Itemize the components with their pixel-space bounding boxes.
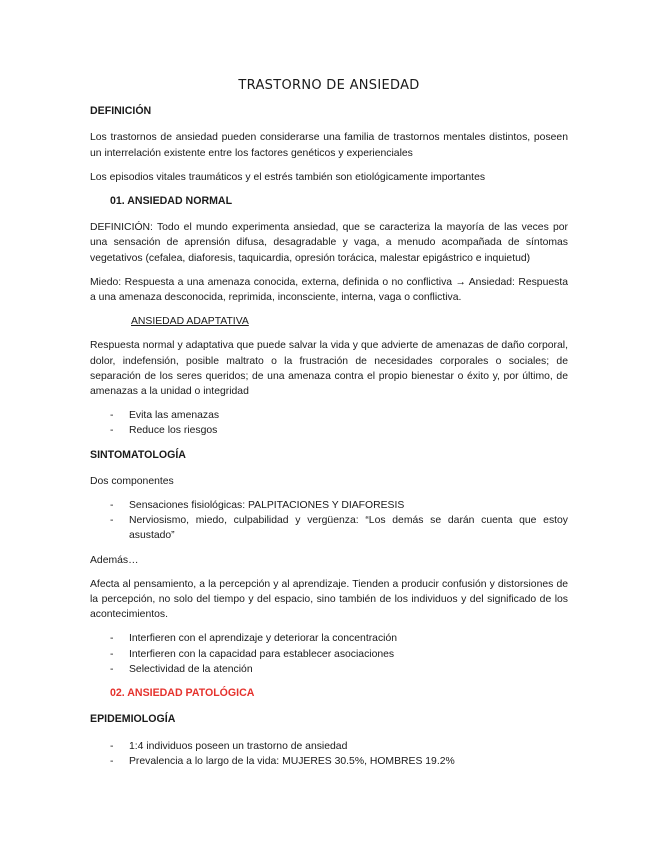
- dash-bullet: -: [110, 410, 114, 422]
- afecta-list: [90, 631, 568, 677]
- dash-bullet: -: [110, 755, 114, 767]
- sintomatologia-list: [90, 498, 568, 544]
- list-item: [90, 754, 568, 769]
- dash-bullet: -: [110, 633, 114, 645]
- dash-bullet: -: [110, 648, 114, 660]
- list-item: [90, 647, 568, 662]
- dash-bullet: -: [110, 740, 114, 752]
- list-item: [90, 423, 568, 438]
- list-item: [90, 498, 568, 513]
- afecta-paragraph: Afecta al pensamiento, a la percepción y al aprendizaje. Tienden a producir confusión y distorsiones de la percepción, no solo del tiempo y del espacio, sino también de los individuos y del significado de los acontecimientos.: [90, 578, 568, 621]
- ansiedad-patologica-heading: 02. ANSIEDAD PATOLÓGICA: [110, 687, 255, 700]
- list-item-text: Interfieren con la capacidad para establecer asociaciones: [129, 648, 395, 660]
- list-item-text: Interfieren con el aprendizaje y deteriorar la concentración: [129, 633, 398, 645]
- ansiedad-normal-paragraph-2: Miedo: Respuesta a una amenaza conocida, externa, definida o no conflictiva → Ansiedad: Respuesta a una amenaza desconocida, reprimida, inconsciente, interna, vaga o conflictiva.: [90, 276, 568, 304]
- definicion-heading: DEFINICIÓN: [90, 105, 152, 118]
- definicion-paragraph-2: Los episodios vitales traumáticos y el estrés también son etiológicamente importantes: [90, 171, 486, 183]
- list-item: [90, 662, 568, 677]
- sintomatologia-heading: SINTOMATOLOGÍA: [90, 448, 186, 461]
- ademas-paragraph: Además…: [90, 554, 139, 566]
- list-item: [90, 408, 568, 423]
- ansiedad-adaptativa-heading: ANSIEDAD ADAPTATIVA: [131, 316, 249, 328]
- list-item-text: 1:4 individuos poseen un trastorno de ansiedad: [129, 740, 348, 752]
- dash-bullet: -: [110, 425, 114, 437]
- page-title: TRASTORNO DE ANSIEDAD: [238, 78, 420, 93]
- epidemiologia-heading: EPIDEMIOLOGÍA: [90, 713, 176, 726]
- list-item-text: Nerviosismo, miedo, culpabilidad y vergüenza: “Los demás se darán cuenta que estoy asustado”: [129, 515, 568, 542]
- list-item-text: Selectividad de la atención: [129, 663, 253, 675]
- ansiedad-normal-heading: 01. ANSIEDAD NORMAL: [110, 195, 233, 208]
- list-item-text: Reduce los riesgos: [129, 425, 218, 437]
- epidemiologia-list: [90, 739, 568, 769]
- dash-bullet: -: [110, 500, 114, 512]
- list-item: [90, 631, 568, 646]
- definicion-paragraph-1: Los trastornos de ansiedad pueden considerarse una familia de trastornos mentales distintos, poseen un interrelación existente entre los factores genéticos y experienciales: [90, 132, 568, 159]
- ansiedad-adaptativa-paragraph: Respuesta normal y adaptativa que puede salvar la vida y que advierte de amenazas de daño corporal, dolor, indefensión, posible maltrato o la frustración de necesidades corporales o sociales; de separación de los seres queridos; de una amenaza contra el propio bienestar o éxito y, por último, de amenazas a la unidad o integridad: [90, 340, 568, 398]
- dash-bullet: -: [110, 663, 114, 675]
- list-item-text: Prevalencia a lo largo de la vida: MUJERES 30.5%, HOMBRES 19.2%: [129, 755, 455, 767]
- list-item-text: Evita las amenazas: [129, 410, 220, 422]
- ansiedad-adaptativa-list: [90, 408, 568, 438]
- sintomatologia-paragraph: Dos componentes: [90, 475, 174, 487]
- dash-bullet: -: [110, 515, 114, 527]
- list-item: [90, 739, 568, 754]
- list-item-text: Sensaciones fisiológicas: PALPITACIONES Y DIAFORESIS: [129, 500, 405, 512]
- list-item: [90, 513, 568, 543]
- ansiedad-normal-paragraph-1: DEFINICIÓN: Todo el mundo experimenta ansiedad, que se caracteriza la mayoría de las veces por una sensación de aprensión difusa, desagradable y vaga, a menudo acompañada de síntomas vegetativos (cefalea, diaforesis, taquicardia, opresión torácica, malestar epigástrico e inquietud): [90, 222, 568, 264]
